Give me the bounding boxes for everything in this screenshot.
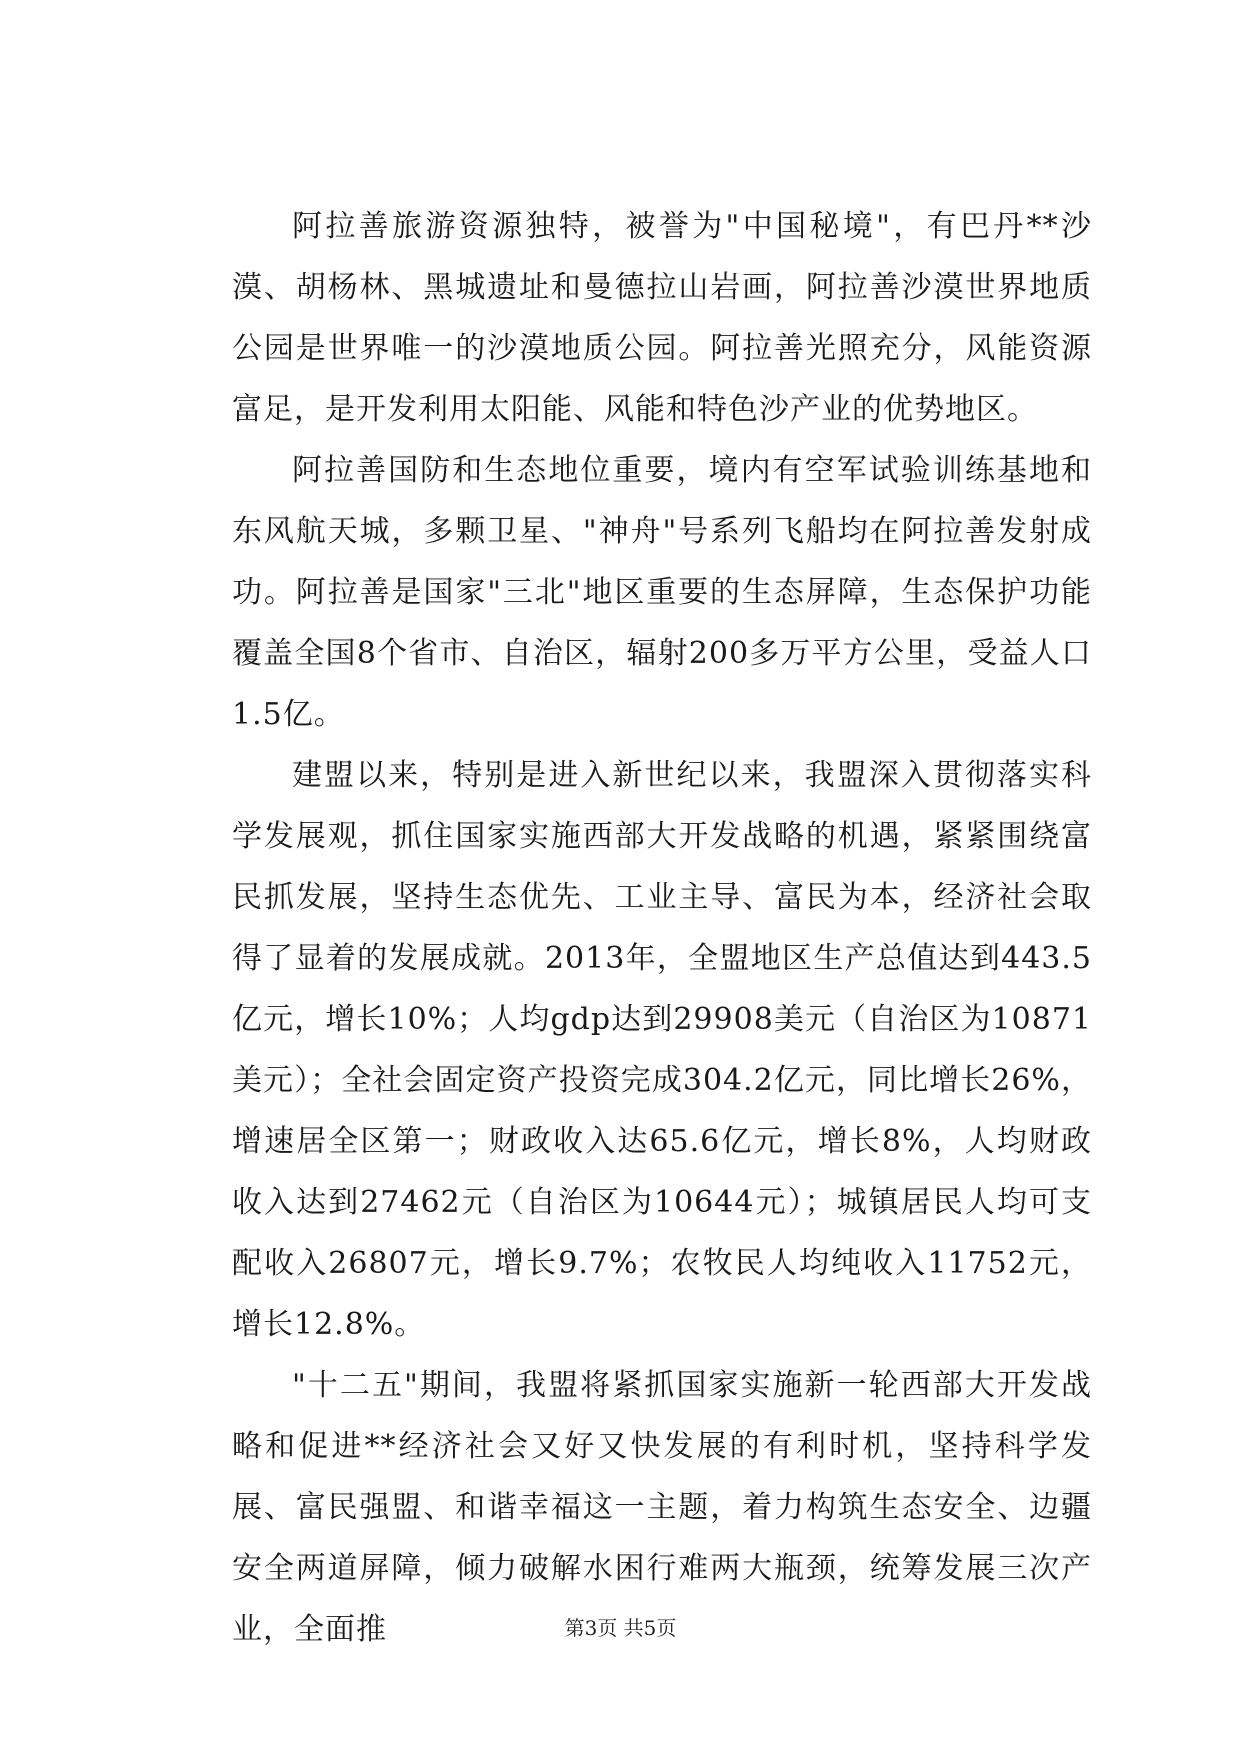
page-footer: 第3页 共5页	[564, 1616, 677, 1640]
paragraph-defense-ecology: 阿拉善国防和生态地位重要，境内有空军试验训练基地和东风航天城，多颗卫星、"神舟"号系列飞船均在阿拉善发射成功。阿拉善是国家"三北"地区重要的生态屏障，生态保护功能覆盖全国8个省市、自治区，辐射200多万平方公里，受益人口1.5亿。	[232, 453, 1092, 732]
paragraph-five-year-plan: "十二五"期间，我盟将紧抓国家实施新一轮西部大开发战略和促进**经济社会又好又快发展的有利时机，坚持科学发展、富民强盟、和谐幸福这一主题，着力构筑生态安全、边疆安全两道屏障，倾力破解水困行难两大瓶颈，统筹发展三次产业，全面推	[232, 1368, 1092, 1647]
document-body	[232, 196, 1092, 1660]
paragraph-tourism: 阿拉善旅游资源独特，被誉为"中国秘境"，有巴丹**沙漠、胡杨林、黑城遗址和曼德拉山岩画，阿拉善沙漠世界地质公园是世界唯一的沙漠地质公园。阿拉善光照充分，风能资源富足，是开发利用太阳能、风能和特色沙产业的优势地区。	[232, 209, 1092, 427]
paragraph-development-achievements: 建盟以来，特别是进入新世纪以来，我盟深入贯彻落实科学发展观，抓住国家实施西部大开发战略的机遇，紧紧围绕富民抓发展，坚持生态优先、工业主导、富民为本，经济社会取得了显着的发展成就。2013年，全盟地区生产总值达到443.5亿元，增长10%；人均gdp达到29908美元（自治区为10871美元）；全社会固定资产投资完成304.2亿元，同比增长26%，增速居全区第一；财政收入达65.6亿元，增长8%，人均财政收入达到27462元（自治区为10644元）；城镇居民人均可支配收入26807元，增长9.7%；农牧民人均纯收入11752元，增长12.8%。	[232, 758, 1092, 1342]
